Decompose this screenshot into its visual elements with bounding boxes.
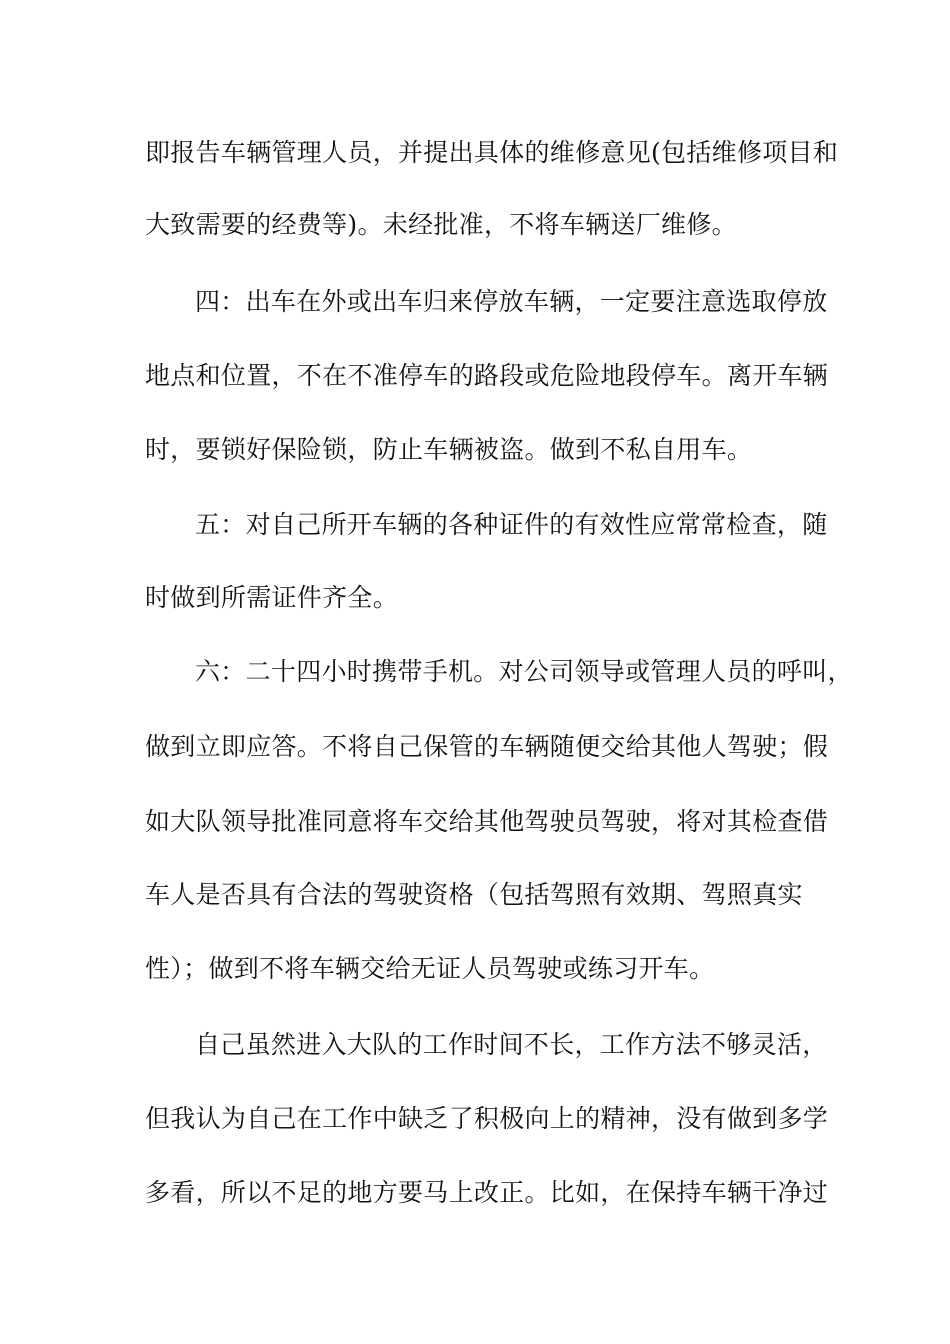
text-line: 做到立即应答。不将自己保管的车辆随便交给其他人驾驶；假 bbox=[145, 732, 829, 761]
text-line: 如大队领导批准同意将车交给其他驾驶员驾驶，将对其检查借 bbox=[145, 807, 829, 836]
text-line: 时做到所需证件齐全。 bbox=[145, 583, 399, 612]
text-line: 即报告车辆管理人员，并提出具体的维修意见(包括维修项目和 bbox=[145, 138, 839, 167]
text-line: 但我认为自己在工作中缺乏了积极向上的精神，没有做到多学 bbox=[145, 1104, 829, 1133]
paragraph-start-line: 五：对自己所开车辆的各种证件的有效性应常常检查，随 bbox=[195, 510, 828, 539]
text-line: 时，要锁好保险锁，防止车辆被盗。做到不私自用车。 bbox=[145, 435, 753, 464]
paragraph-start-line: 自己虽然进入大队的工作时间不长，工作方法不够灵活， bbox=[195, 1030, 828, 1059]
text-line: 性）；做到不将车辆交给无证人员驾驶或练习开车。 bbox=[145, 954, 715, 983]
text-line: 大致需要的经费等)。未经批准，不将车辆送厂维修。 bbox=[145, 210, 737, 239]
text-line: 地点和位置，不在不准停车的路段或危险地段停车。离开车辆 bbox=[145, 361, 829, 390]
text-line: 多看，所以不足的地方要马上改正。比如，在保持车辆干净过 bbox=[145, 1178, 829, 1207]
paragraph-start-line: 六：二十四小时携带手机。对公司领导或管理人员的呼叫， bbox=[195, 657, 853, 686]
text-line: 车人是否具有合法的驾驶资格（包括驾照有效期、驾照真实 bbox=[145, 880, 803, 909]
paragraph-start-line: 四：出车在外或出车归来停放车辆，一定要注意选取停放 bbox=[195, 287, 828, 316]
